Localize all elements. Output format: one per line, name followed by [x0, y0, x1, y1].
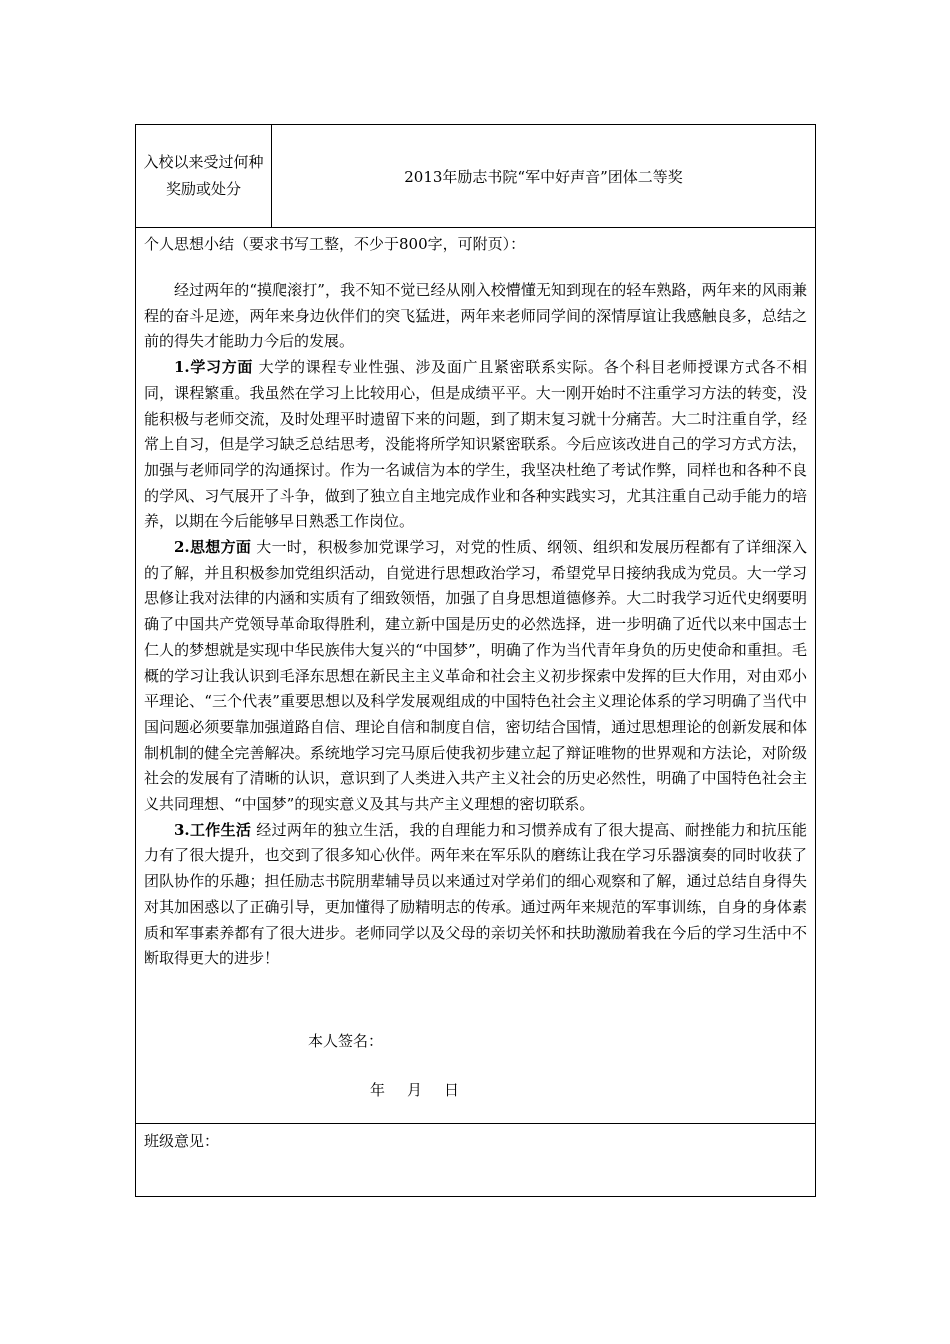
summary-body: [144, 278, 807, 972]
date-month: 月: [407, 1081, 423, 1099]
section-text: 大学的课程专业性强、涉及面广且紧密联系实际。各个科目老师授课方式各不相同，课程繁重。我虽然在学习上比较用心，但是成绩平平。大一刚开始时不注重学习方法的转变，没能积极与老师交流，及时处理平时遗留下来的问题，到了期末复习就十分痛苦。大二时注重自学，经常上自习，但是学习缺乏总结思考，没能将所学知识紧密联系。今后应该改进自己的学习方式方法，加强与老师同学的沟通探讨。作为一名诚信为本的学生，我坚决杜绝了考试作弊，同样也和各种不良的学风、习气展开了斗争，做到了独立自主地完成作业和各种实践实习，尤其注重自己动手能力的培养，以期在今后能够早日熟悉工作岗位。: [144, 358, 807, 531]
summary-heading: 个人思想小结（要求书写工整，不少于800字，可附页）：: [144, 235, 526, 253]
section-lead: 2.思想方面: [174, 538, 252, 557]
awards-row: [136, 125, 815, 228]
date-line: [370, 1079, 481, 1100]
summary-section-thought: [144, 535, 807, 818]
date-year: 年: [370, 1081, 386, 1099]
section-lead: 1.学习方面: [174, 358, 254, 377]
date-day: 日: [444, 1081, 460, 1099]
awards-label: 入校以来受过何种奖励或处分: [136, 125, 272, 227]
section-text: 经过两年的独立生活，我的自理能力和习惯养成有了很大提高、耐挫能力和抗压能力有了很大提升，也交到了很多知心伙伴。两年来在军乐队的磨练让我在学习乐器演奏的同时收获了团队协作的乐趣；担任励志书院朋辈辅导员以来通过对学弟们的细心观察和了解，通过总结自身得失对其加困惑以了正确引导，更加懂得了励精明志的传承。通过两年来规范的军事训练，自身的身体素质和军事素养都有了很大进步。老师同学以及父母的亲切关怀和扶助激励着我在今后的学习生活中不断取得更大的进步！: [144, 820, 807, 968]
section-text: 大一时，积极参加党课学习，对党的性质、纲领、组织和发展历程都有了详细深入的了解，并且积极参加党组织活动，自觉进行思想政治学习，希望党早日接纳我成为党员。大一学习思修让我对法律的内涵和实质有了细致领悟，加强了自身思想道德修养。大二时我学习近代史纲要明确了中国共产党领导革命取得胜利，建立新中国是历史的必然选择，进一步明确了近代以来中国志士仁人的梦想就是实现中华民族伟大复兴的“中国梦”，明确了作为当代青年身负的历史使命和重担。毛概的学习让我认识到毛泽东思想在新民主主义革命和社会主义初步探索中发挥的巨大作用，对由邓小平理论、“三个代表”重要思想以及科学发展观组成的中国特色社会主义理论体系的学习明确了当代中国问题必须要靠加强道路自信、理论自信和制度自信，密切结合国情，通过思想理论的创新发展和体制机制的健全完善解决。系统地学习完马原后使我初步建立起了辩证唯物的世界观和方法论，对阶级社会的发展有了清晰的认识，意识到了人类进入共产主义社会的历史必然性，明确了中国特色社会主义共同理想、“中国梦”的现实意义及其与共产主义理想的密切联系。: [144, 538, 807, 814]
section-lead: 3.工作生活: [174, 820, 252, 839]
awards-value: 2013年励志书院“军中好声音”团体二等奖: [404, 167, 683, 186]
class-opinion-cell: [136, 1124, 815, 1196]
summary-section-work-life: [144, 818, 807, 972]
class-opinion-label: 班级意见：: [144, 1132, 220, 1150]
evaluation-form-table: [135, 124, 816, 1197]
signature-label: 本人签名：: [308, 1032, 384, 1050]
summary-section-study: [144, 355, 807, 535]
personal-summary-cell: [136, 228, 815, 1124]
summary-intro: 经过两年的“摸爬滚打”，我不知不觉已经从刚入校懵懂无知到现在的轻车熟路，两年来的风雨兼程的奋斗足迹，两年来身边伙伴们的突飞猛进，两年来老师同学间的深情厚谊让我感触良多，总结之前的得失才能助力今后的发展。: [144, 281, 807, 351]
